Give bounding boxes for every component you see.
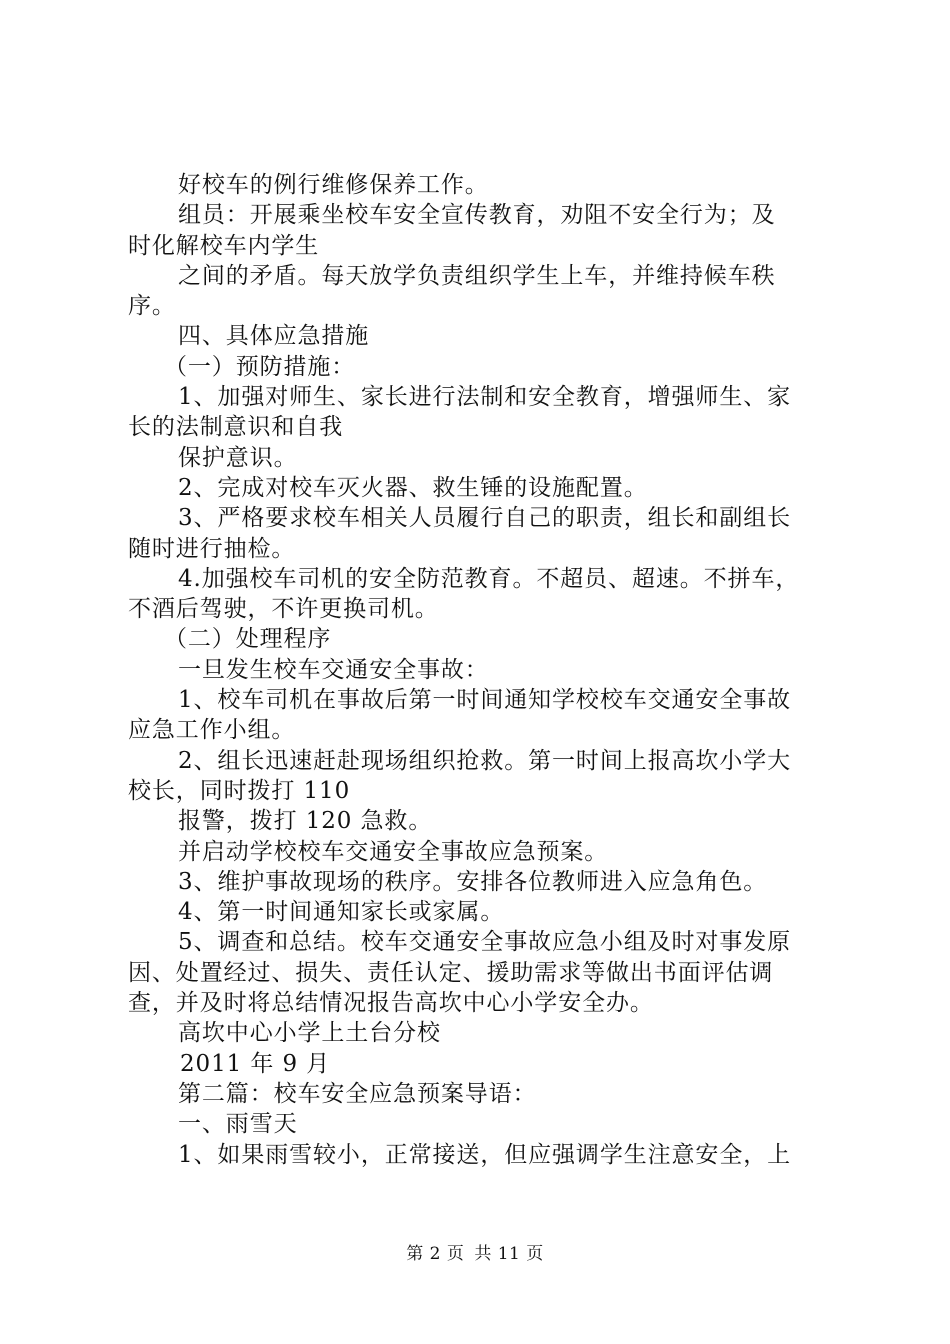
text-line: 时化解校车内学生 [128, 232, 320, 259]
text-line: 高坎中心小学上土台分校 [178, 1020, 441, 1047]
text-line: 3、维护事故现场的秩序。安排各位教师进入应急角色。 [178, 868, 768, 895]
text-line: 保护意识。 [178, 444, 298, 471]
text-line: 好校车的例行维修保养工作。 [178, 172, 489, 198]
page-total: 共 11 页 [474, 1244, 544, 1264]
text-line: 序。 [128, 293, 176, 320]
text-line: 2、完成对校车灭火器、救生锤的设施配置。 [178, 474, 648, 501]
text-line: 1、加强对师生、家长进行法制和安全教育，增强师生、家 [178, 384, 792, 411]
text-line: 1、校车司机在事故后第一时间通知学校校车交通安全事故 [178, 687, 792, 714]
page-footer [0, 1243, 950, 1265]
text-line: 一、雨雪天 [178, 1111, 298, 1138]
text-line: 2、组长迅速赶赴现场组织抢救。第一时间上报高坎小学大 [178, 747, 792, 774]
text-line: 因、处置经过、损失、责任认定、援助需求等做出书面评估调 [128, 959, 774, 986]
text-line: 第二篇：校车安全应急预案导语： [178, 1080, 537, 1107]
text-line: 长的法制意识和自我 [128, 414, 344, 441]
text-line: 5、调查和总结。校车交通安全事故应急小组及时对事发原 [178, 929, 792, 956]
page-number: 第 2 页 [406, 1244, 465, 1264]
text-line: 四、具体应急措施 [178, 323, 370, 350]
text-line: （一）预防措施： [164, 353, 356, 380]
text-line: （二）处理程序 [164, 626, 332, 653]
document-body [128, 170, 840, 1170]
text-line: 4.加强校车司机的安全防范教育。不超员、超速。不拼车， [178, 565, 800, 592]
text-line: 之间的矛盾。每天放学负责组织学生上车，并维持候车秩 [178, 262, 776, 289]
text-line: 报警，拨打 120 急救。 [178, 808, 433, 835]
text-line: 校长，同时拨打 110 [128, 777, 351, 804]
text-line: 组员：开展乘坐校车安全宣传教育，劝阻不安全行为；及 [178, 202, 776, 229]
text-line: 随时进行抽检。 [128, 535, 296, 562]
text-line: 不酒后驾驶，不许更换司机。 [128, 596, 439, 623]
text-line: 并启动学校校车交通安全事故应急预案。 [178, 838, 609, 865]
text-line: 一旦发生校车交通安全事故： [178, 656, 489, 683]
text-line: 4、第一时间通知家长或家属。 [178, 899, 505, 926]
text-line: 2011 年 9 月 [180, 1050, 331, 1077]
text-line: 3、严格要求校车相关人员履行自己的职责，组长和副组长 [178, 505, 792, 532]
text-line: 应急工作小组。 [128, 717, 296, 744]
text-line: 1、如果雨雪较小，正常接送，但应强调学生注意安全，上 [178, 1141, 792, 1168]
text-line: 查，并及时将总结情况报告高坎中心小学安全办。 [128, 990, 654, 1017]
